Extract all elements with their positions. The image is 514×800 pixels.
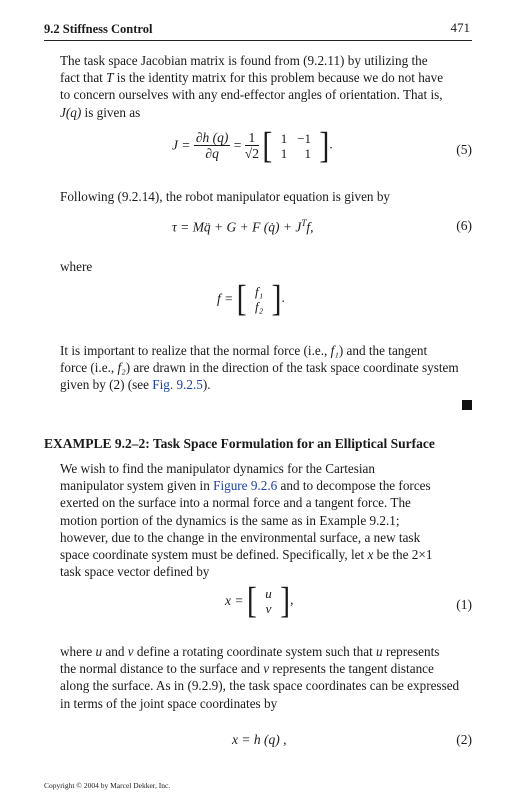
- equation-number: (1): [456, 597, 472, 612]
- end-of-example-mark: [462, 400, 472, 410]
- paragraph-example: We wish to find the manipulator dynamics for the Cartesian manipulator system given in Figure 9.2.6 and to decompose the forces exerted on the surface into a normal force and a tangent force. The motion portion of the dynamics is the same as in Example 9.2.1; however, due to the change in the environmental surface, a new task space coordinate system must be defined. Specifically, let x be the 2×1 task space vector defined by: [60, 461, 433, 580]
- paragraph-normal-force: It is important to realize that the normal force (i.e., f₁) and the tangent force (i.e., f₂) are drawn in the direction of the task space coordinate system given by (2) (see Fig. 9.2.5).: [60, 343, 459, 393]
- equation-2: x = h (q) , (2): [232, 732, 472, 747]
- paragraph-following: Following (9.2.14), the robot manipulator equation is given by: [60, 189, 391, 204]
- equation-1: x = [ u v ], (1): [225, 579, 472, 621]
- equation-6: τ = Mq̈ + G + F (q̇) + $J^Tf$, (6): [172, 218, 472, 235]
- figure-link[interactable]: Fig. 9.2.5: [152, 377, 203, 393]
- header-rule: [44, 40, 472, 41]
- figure-link[interactable]: Figure 9.2.6: [213, 478, 278, 494]
- equation-number: (5): [456, 142, 472, 157]
- where-label: where: [60, 259, 93, 274]
- equation-force-vector: f = [ f₁ f₂ ].: [217, 277, 285, 319]
- running-header: 9.2 Stiffness Control: [44, 22, 153, 36]
- equation-number: (2): [456, 732, 472, 747]
- page-number: 471: [450, 20, 470, 35]
- equation-5: J = $\frac{\partial h (q)}{\partial q}$ = $\frac{1}{√2}$ [ 1 −1 1 1 ]. (5): [172, 124, 472, 166]
- copyright-footer: Copyright © 2004 by Marcel Dekker, Inc.: [44, 781, 171, 790]
- equation-number: (6): [456, 218, 472, 233]
- paragraph-jacobian: The task space Jacobian matrix is found from (9.2.11) by utilizing the fact that T is the identity matrix for this problem because we do not have to concern ourselves with any end-effector angles of orientation. That is, J(q) is given as: [60, 53, 444, 120]
- example-heading: EXAMPLE 9.2–2: Task Space Formulation for an Elliptical Surface: [44, 436, 435, 451]
- paragraph-rotating-coords: where u and v define a rotating coordinate system such that u represents the normal distance to the surface and v represents the tangent distance along the surface. As in (9.2.9), the task space coordinates can be expressed in terms of the joint space coordinates by: [60, 644, 460, 711]
